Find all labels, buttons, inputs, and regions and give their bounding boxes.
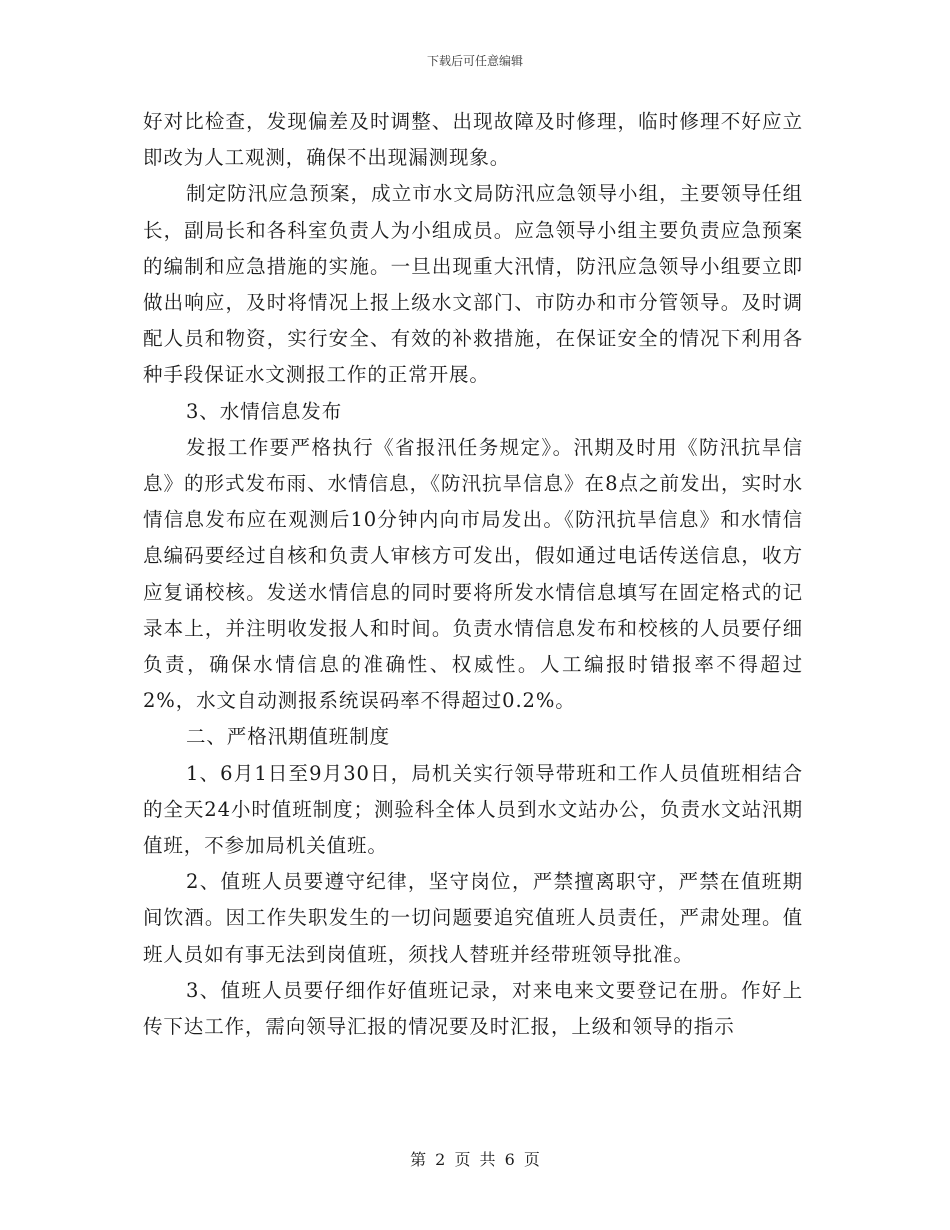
paragraph-4: 发报工作要严格执行《省报汛任务规定》。汛期及时用《防汛抗旱信息》的形式发布雨、水情信息，《防汛抗旱信息》在8点之前发出，实时水情信息发布应在观测后10分钟内向市局发出。《防汛抗旱信息》和水情信息编码要经过自核和负责人审核方可发出，假如通过电话传送信息，收方应复诵校核。发送水情信息的同时要将所发水情信息填写在固定格式的记录本上，并注明收发报人和时间。负责水情信息发布和校核的人员要仔细负责，确保水情信息的准确性、权威性。人工编报时错报率不得超过2%，水文自动测报系统误码率不得超过0.2%。 (143, 435, 803, 713)
paragraph-7: 2、值班人员要遵守纪律，坚守岗位，严禁擅离职守，严禁在值班期间饮酒。因工作失职发生的一切问题要追究值班人员责任，严肃处理。值班人员如有事无法到岗值班，须找人替班并经带班领导批准。 (143, 870, 803, 966)
document-body (143, 104, 803, 1045)
paragraph-6: 1、6月1日至9月30日，局机关实行领导带班和工作人员值班相结合的全天24小时值班制度；测验科全体人员到水文站办公，负责水文站汛期值班，不参加局机关值班。 (143, 761, 803, 858)
paragraph-2: 制定防汛应急预案，成立市水文局防汛应急领导小组，主要领导任组长，副局长和各科室负责人为小组成员。应急领导小组主要负责应急预案的编制和应急措施的实施。一旦出现重大汛情，防汛应急领导小组要立即做出响应，及时将情况上报上级水文部门、市防办和市分管领导。及时调配人员和物资，实行安全、有效的补救措施，在保证安全的情况下利用各种手段保证水文测报工作的正常开展。 (143, 182, 803, 387)
page-header: 下载后可任意编辑 (426, 54, 523, 68)
section-heading-3: 3、水情信息发布 (186, 399, 343, 423)
page-footer: 第 2 页 共 6 页 (410, 1150, 540, 1169)
section-heading-duty: 二、严格汛期值班制度 (186, 725, 391, 749)
paragraph-8: 3、值班人员要仔细作好值班记录，对来电来文要登记在册。作好上传下达工作，需向领导汇报的情况要及时汇报，上级和领导的指示 (143, 978, 803, 1039)
paragraph-1: 好对比检查，发现偏差及时调整、出现故障及时修理，临时修理不好应立即改为人工观测，确保不出现漏测现象。 (143, 110, 803, 170)
